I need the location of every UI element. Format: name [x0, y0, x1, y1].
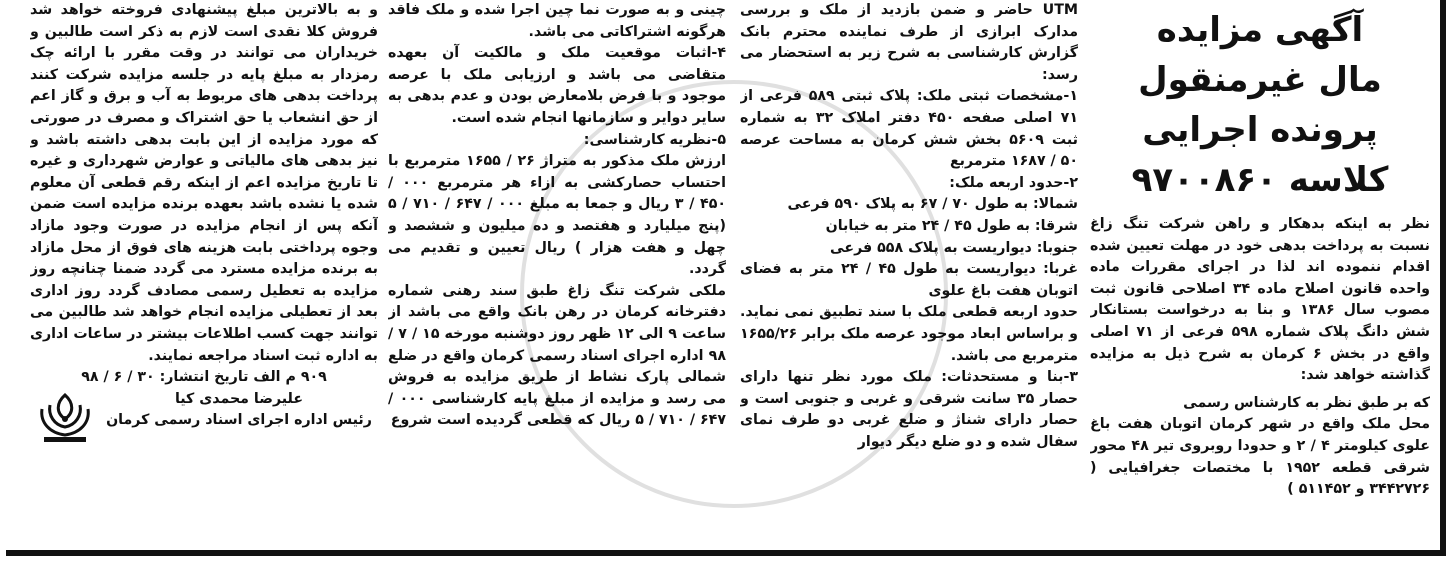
signer-role: رئیس اداره اجرای اسناد رسمی کرمان: [106, 412, 372, 429]
buildings-paragraph: ۳-بنا و مستحدثات: ملک مورد نظر تنها دارای حصار ۳۵ سانت شرقی و غربی و جنوبی است و حصار دارای شناژ و ضلع غربی دو طرف نمای سفال شده و دو ضلع دیگر دیوار: [740, 369, 1078, 450]
registry-emblem-icon: [30, 389, 100, 445]
signer-name: علیرضا محمدی کیا: [174, 390, 304, 407]
column-1: [1090, 0, 1430, 501]
registration-details: ۱-مشخصات ثبتی ملک: پلاک ثبتی ۵۸۹ فرعی از ۷۱ اصلی صفحه ۴۵۰ دفتر املاک ۳۲ به شماره ثبت ۵۶۰۹ بخش شش کرمان به مساحت عرصه ۵۰ / ۱۶۸۷ مترمربع: [740, 88, 1078, 170]
boundary-east: شرقا: به طول ۴۵ / ۲۴ متر به خیابان: [825, 217, 1078, 234]
column-4: [30, 0, 378, 445]
boundary-west: غربا: دیواریست به طول ۴۵ / ۲۴ متر به فضای اتوبان هفت باغ علوی: [740, 261, 1078, 299]
report-intro: UTM حاضر و ضمن بازدید از ملک و بررسی مدارک ابرازی از طرف نماینده محترم بانک گزارش کارشناسی به شرح زیر به استحضار می رسد:: [740, 2, 1078, 83]
notice-title-line-1: آگهی مزایده: [1156, 10, 1364, 50]
boundary-south: جنوبا: دیواریست به پلاک ۵۵۸ فرعی: [830, 239, 1078, 256]
boundary-note: حدود اربعه قطعی ملک با سند تطبیق نمی نماید. و براساس ابعاد موجود عرصه ملک برابر ۱۶۵۵/۲۶ مترمربع می باشد.: [740, 304, 1078, 364]
buildings-continued: چینی و به صورت نما چین اجرا شده و ملک فاقد هرگونه اشتراکاتی می باشد.: [388, 2, 726, 40]
expert-note: که بر طبق نظر به کارشناس رسمی: [1183, 394, 1430, 411]
boundaries-heading: ۲-حدود اربعه ملک:: [949, 174, 1078, 191]
publication-date: ۹۰۹ م الف تاریخ انتشار: ۳۰ / ۶ / ۹۸: [81, 369, 327, 386]
valuation-paragraph: ارزش ملک مذکور به متراژ ۲۶ / ۱۶۵۵ مترمربع با احتساب حصارکشی به ازاء هر مترمربع ۰۰۰ / ۴۵۰ / ۳ ریال و جمعا به مبلغ ۰۰۰ / ۶۴۷ / ۷۱۰ / ۵ (پنج میلیارد و هفتصد و ده میلیون و ششصد و چهل و هفت هزار ) ریال تعیین و تقدیم می گردد.: [388, 153, 726, 278]
auction-details: ملکی شرکت تنگ زاغ طبق سند رهنی شماره دفترخانه کرمان در رهن بانک واقع می باشد از ساعت ۹ الی ۱۲ ظهر روز دوشنبه مورخه ۱۵ / ۷ / ۹۸ اداره اجرای اسناد رسمی کرمان واقع در ضلع شمالی پارک نشاط از طریق مزایده به فروش می رسد و مزایده از مبلغ پایه کارشناسی ۰۰۰ / ۶۴۷ / ۷۱۰ / ۵ ریال که قطعی گردیده است شروع: [388, 282, 726, 429]
boundary-north: شمالا: به طول ۷۰ / ۶۷ به پلاک ۵۹۰ فرعی: [787, 196, 1078, 213]
expert-opinion-heading: ۵-نظریه کارشناسی:: [583, 131, 726, 148]
column-3: [388, 0, 726, 432]
notice-title-line-2: مال غیرمنقول: [1138, 60, 1382, 100]
column-2: [740, 0, 1078, 453]
notice-title-line-4: کلاسه ۹۷۰۰۸۶۰: [1131, 160, 1389, 200]
notice-title-line-3: پرونده اجرایی: [1142, 110, 1378, 150]
sale-terms: و به بالاترین مبلغ پیشنهادی فروخته خواهد شد فروش کلا نقدی است لازم به ذکر است طالبین و خریداران می توانند در وقت مقرر با ارائه چک رمزدار به مبلغ پایه در جلسه مزایده شرکت کنند پرداخت بدهی های مربوط به آب و برق و گاز اعم از حق انشعاب یا حق اشتراک و مصرف در صورتی که مورد مزایده از این بابت بدهی داشته باشد و نیز بدهی های مالیاتی و عوارض شهرداری و غیره تا تاریخ مزایده اعم از اینکه رقم قطعی آن معلوم شده یا نشده باشد بعهده برنده مزایده است ضمن آنکه پس از انجام مزایده در صورت وجود مازاد وجوه پرداختی بابت هزینه های فوق از محل مازاد به برنده مزایده مسترد می گردد ضمنا چنانچه روز مزایده به تعطیل رسمی مصادف گردد روز اداری بعد از تعطیلی مزایده انجام خواهد شد طالبین می توانند جهت کسب اطلاعات بیشتر در ساعات اداری به اداره ثبت اسناد مراجعه نمایند.: [30, 2, 378, 364]
intro-paragraph: نظر به اینکه بدهکار و راهن شرکت تنگ زاغ نسبت به پرداخت بدهی خود در مهلت تعیین شده اقدام ننموده اند لذا در اجرای مقررات ماده واحده قانون اصلاح ماده ۳۴ اصلاحی قانون ثبت مصوب سال ۱۳۸۶ و بنا به درخواست بستانکار شش دانگ پلاک شماره ۵۹۸ فرعی از ۷۱ اصلی واقع در بخش ۶ کرمان به شرح ذیل به مزایده گذاشته خواهد شد:: [1090, 216, 1430, 384]
ownership-paragraph: ۴-اثبات موقعیت ملک و مالکیت آن بعهده متقاضی می باشد و ارزیابی ملک با عرصه موجود و با فرض بلامعارض بودن و عدم بدهی به سایر دوایر و سازمانها انجام شده است.: [388, 45, 726, 126]
location-paragraph: محل ملک واقع در شهر کرمان اتوبان هفت باغ علوی کیلومتر ۴ / ۲ و حدودا روبروی تیر ۴۸ محور شرقی قطعه ۱۹۵۲ با مختصات جغرافیایی ( ۳۴۴۲۷۲۶ و ۵۱۱۴۵۲ ): [1090, 416, 1430, 498]
